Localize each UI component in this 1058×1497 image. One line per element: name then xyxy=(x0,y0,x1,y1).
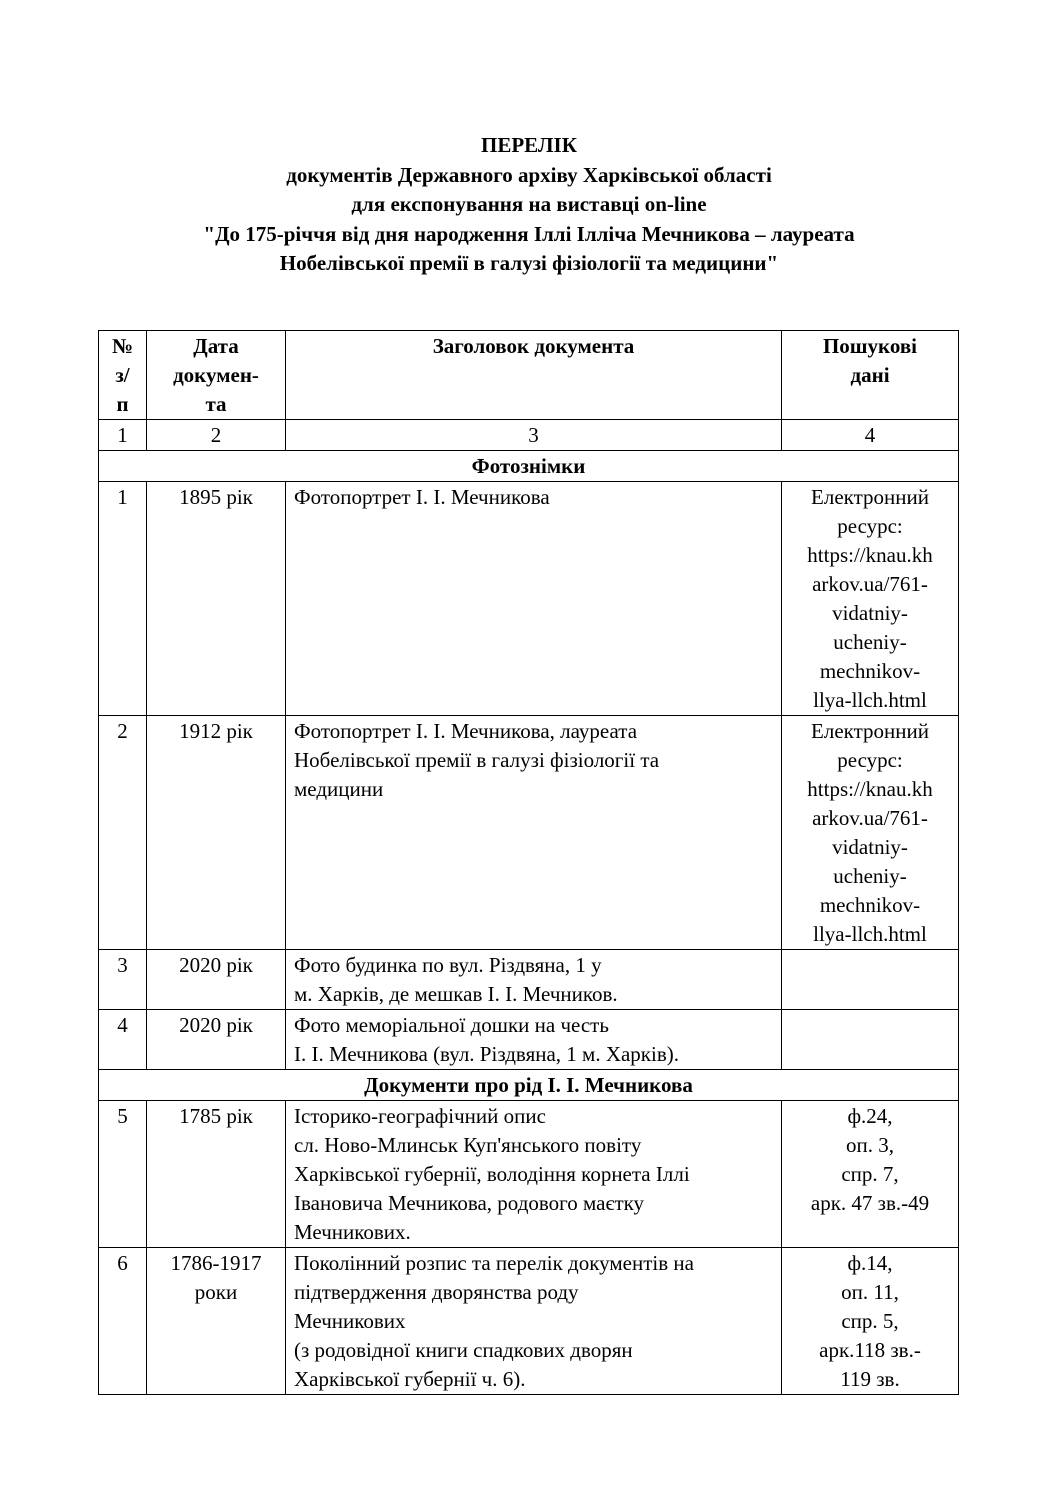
row-search: ф.14, оп. 11, спр. 5, арк.118 зв.- 119 зв. xyxy=(782,1248,959,1395)
title-line-1: ПЕРЕЛІК xyxy=(481,133,577,157)
row-date: 1895 рік xyxy=(147,482,286,716)
row-search: ф.24, оп. 3, спр. 7, арк. 47 зв.-49 xyxy=(782,1101,959,1248)
row-heading: Фотопортрет І. І. Мечникова xyxy=(286,482,782,716)
column-number-row xyxy=(99,420,959,451)
row-num: 6 xyxy=(99,1248,147,1395)
row-num: 2 xyxy=(99,716,147,950)
row-heading: Фото будинка по вул. Різдвяна, 1 у м. Харків, де мешкав І. І. Мечников. xyxy=(286,950,782,1010)
column-number-2: 2 xyxy=(147,420,286,451)
section-title: Документи про рід І. І. Мечникова xyxy=(99,1070,959,1101)
row-heading: Історико-географічний опис сл. Ново-Млинськ Куп'янського повіту Харківської губернії, володіння корнета Іллі Івановича Мечникова, родового маєтку Мечникових. xyxy=(286,1101,782,1248)
section-row-photos xyxy=(99,451,959,482)
documents-table xyxy=(98,330,959,1395)
row-date: 1785 рік xyxy=(147,1101,286,1248)
header-search: Пошукові дані xyxy=(782,331,959,420)
row-num: 1 xyxy=(99,482,147,716)
row-search: Електронний ресурс: https://knau.kh arkov.ua/761- vidatniy- ucheniy- mechnikov- llya-llch.html xyxy=(782,482,959,716)
row-date: 2020 рік xyxy=(147,950,286,1010)
header-row xyxy=(99,331,959,420)
column-number-1: 1 xyxy=(99,420,147,451)
row-heading: Поколінний розпис та перелік документів на підтвердження дворянства роду Мечникових (з родовідної книги спадкових дворян Харківської губернії ч. 6). xyxy=(286,1248,782,1395)
section-title: Фотознімки xyxy=(99,451,959,482)
header-heading: Заголовок документа xyxy=(286,331,782,420)
table-row xyxy=(99,950,959,1010)
table-row xyxy=(99,1101,959,1248)
column-number-4: 4 xyxy=(782,420,959,451)
row-num: 3 xyxy=(99,950,147,1010)
column-number-3: 3 xyxy=(286,420,782,451)
section-row-family-documents xyxy=(99,1070,959,1101)
header-num: № з/ п xyxy=(99,331,147,420)
row-heading: Фотопортрет І. І. Мечникова, лауреата Нобелівської премії в галузі фізіології та медицини xyxy=(286,716,782,950)
table-row xyxy=(99,1010,959,1070)
row-num: 4 xyxy=(99,1010,147,1070)
title-line-3: для експонування на виставці on-line xyxy=(351,192,707,216)
row-date: 2020 рік xyxy=(147,1010,286,1070)
title-line-4: "До 175-річчя від дня народження Іллі Ілліча Мечникова – лауреата xyxy=(203,221,855,246)
row-date: 1786-1917 роки xyxy=(147,1248,286,1395)
row-num: 5 xyxy=(99,1101,147,1248)
row-date: 1912 рік xyxy=(147,716,286,950)
table-row xyxy=(99,716,959,950)
title-line-5: Нобелівської премії в галузі фізіології та медицини" xyxy=(279,251,779,275)
header-date: Дата докумен- та xyxy=(147,331,286,420)
table-row xyxy=(99,1248,959,1395)
row-heading: Фото меморіальної дошки на честь І. І. Мечникова (вул. Різдвяна, 1 м. Харків). xyxy=(286,1010,782,1070)
document-title xyxy=(60,131,998,279)
table-row xyxy=(99,482,959,716)
row-search xyxy=(782,950,959,1010)
title-line-2: документів Державного архіву Харківської області xyxy=(286,162,772,187)
row-search: Електронний ресурс: https://knau.kh arkov.ua/761- vidatniy- ucheniy- mechnikov- llya-llch.html xyxy=(782,716,959,950)
row-search xyxy=(782,1010,959,1070)
